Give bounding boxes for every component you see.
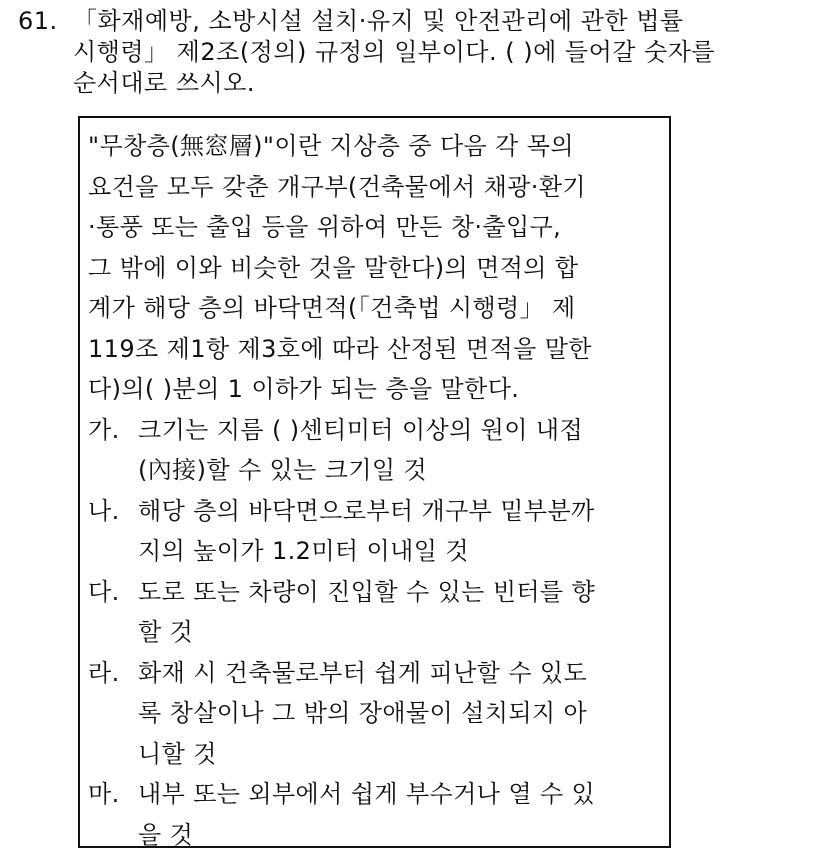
- question-line-1: 「화재예방, 소방시설 설치·유지 및 안전관리에 관한 법률: [73, 7, 684, 35]
- item-na-line-2: 지의 높이가 1.2미터 이내일 것: [138, 537, 469, 565]
- item-ma-line-1: 내부 또는 외부에서 쉽게 부수거나 열 수 있: [138, 780, 596, 808]
- item-ma: [88, 774, 668, 815]
- item-da-line-1: 도로 또는 차량이 진입할 수 있는 빈터를 향: [138, 577, 596, 606]
- item-ra-line-2: 록 창살이나 그 밖의 장애물이 설치되지 아: [138, 699, 588, 727]
- question-number: 61.: [18, 7, 58, 35]
- item-ma-line-2: 을 것: [138, 820, 194, 849]
- item-da-line-2: 할 것: [138, 618, 194, 646]
- item-ra-line-1: 화재 시 건축물로부터 쉽게 피난할 수 있도: [138, 658, 588, 687]
- definition-line-6: 119조 제1항 제3호에 따라 산정된 면적을 말한: [88, 334, 592, 363]
- item-ra-mark: 라.: [88, 658, 120, 687]
- item-ma-mark: 마.: [88, 780, 120, 808]
- item-ga-line-1: 크기는 지름 ( )센티미터 이상의 원이 내접: [138, 415, 584, 444]
- definition-line-5: 계가 해당 층의 바닥면적(「건축법 시행령」 제: [88, 294, 576, 322]
- item-na: [88, 491, 668, 532]
- definition-line-3: ·통풍 또는 출입 등을 위하여 만든 창·출입구,: [88, 213, 562, 241]
- regulation-excerpt-text: [88, 126, 668, 855]
- definition-line-1: "무창층(無窓層)"이란 지상층 중 다음 각 목의: [88, 132, 574, 160]
- item-da-mark: 다.: [88, 577, 120, 606]
- item-ra: [88, 653, 668, 694]
- item-na-mark: 나.: [88, 496, 120, 525]
- item-na-line-1: 해당 층의 바닥면으로부터 개구부 밑부분까: [138, 496, 595, 525]
- question-stem: [18, 6, 808, 99]
- definition-line-7: 다)의( )분의 1 이하가 되는 층을 말한다.: [88, 375, 520, 403]
- definition-line-2: 요건을 모두 갖춘 개구부(건축물에서 채광·환기: [88, 172, 587, 201]
- question-line-3: 순서대로 쓰시오.: [73, 69, 256, 97]
- item-ga-line-2: (內接)할 수 있는 크기일 것: [138, 456, 428, 484]
- definition-line-4: 그 밖에 이와 비슷한 것을 말한다)의 면적의 합: [88, 253, 579, 282]
- item-ga-mark: 가.: [88, 415, 120, 444]
- item-da: [88, 572, 668, 613]
- item-ga: [88, 410, 668, 451]
- item-ra-line-3: 니할 것: [138, 739, 217, 768]
- regulation-excerpt-box: [78, 116, 671, 848]
- question-line-2: 시행령」 제2조(정의) 규정의 일부이다. ( )에 들어갈 숫자를: [73, 38, 716, 66]
